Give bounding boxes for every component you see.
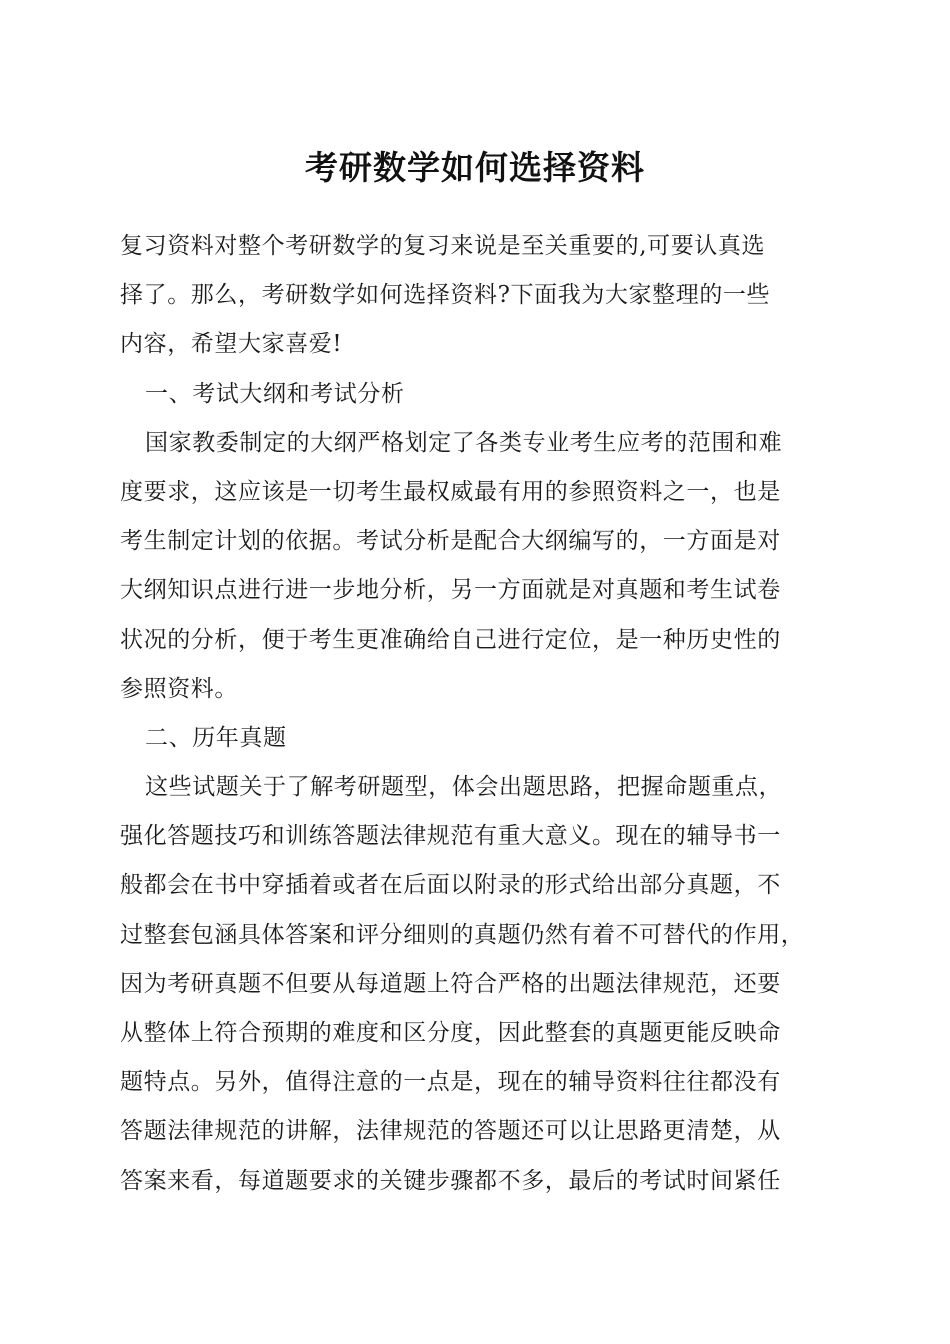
paragraph-line: 题特点。另外，值得注意的一点是，现在的辅导资料往往都没有 [120,1069,781,1096]
paragraph-line: 大纲知识点进行进一步地分析，另一方面就是对真题和考生试卷 [120,577,781,604]
paragraph-line: 强化答题技巧和训练答题法律规范有重大意义。现在的辅导书一 [120,823,781,850]
paragraph-line: 度要求，这应该是一切考生最权威最有用的参照资料之一，也是 [120,478,781,505]
paragraph-line: 国家教委制定的大纲严格划定了各类专业考生应考的范围和难 [145,429,783,456]
paragraph-line: 答题法律规范的讲解，法律规范的答题还可以让思路更清楚，从 [120,1118,781,1145]
paragraph-line: 择了。那么，考研数学如何选择资料?下面我为大家整理的一些 [120,282,771,309]
paragraph-line: 复习资料对整个考研数学的复习来说是至关重要的,可要认真选 [120,233,766,259]
paragraph-line: 因为考研真题不但要从每道题上符合严格的出题法律规范，还要 [120,970,781,997]
paragraph-line: 过整套包涵具体答案和评分细则的真题仍然有着不可替代的作用， [120,921,805,948]
section-heading: 二、历年真题 [145,724,287,751]
paragraph-line: 考生制定计划的依据。考试分析是配合大纲编写的，一方面是对 [120,528,781,555]
paragraph-line: 这些试题关于了解考研题型，体会出题思路，把握命题重点， [145,774,783,801]
paragraph-line: 状况的分析，便于考生更准确给自己进行定位，是一种历史性的 [120,626,781,653]
paragraph-line: 内容，希望大家喜爱! [120,331,343,358]
paragraph-line: 般都会在书中穿插着或者在后面以附录的形式给出部分真题，不 [120,872,781,899]
paragraph-line: 从整体上符合预期的难度和区分度，因此整套的真题更能反映命 [120,1020,781,1046]
document-title: 考研数学如何选择资料 [305,148,645,187]
document-body [120,222,835,1206]
section-heading: 一、考试大纲和考试分析 [145,380,405,407]
paragraph-line: 答案来看，每道题要求的关键步骤都不多，最后的考试时间紧任 [120,1167,781,1194]
paragraph-line: 参照资料。 [120,675,238,702]
